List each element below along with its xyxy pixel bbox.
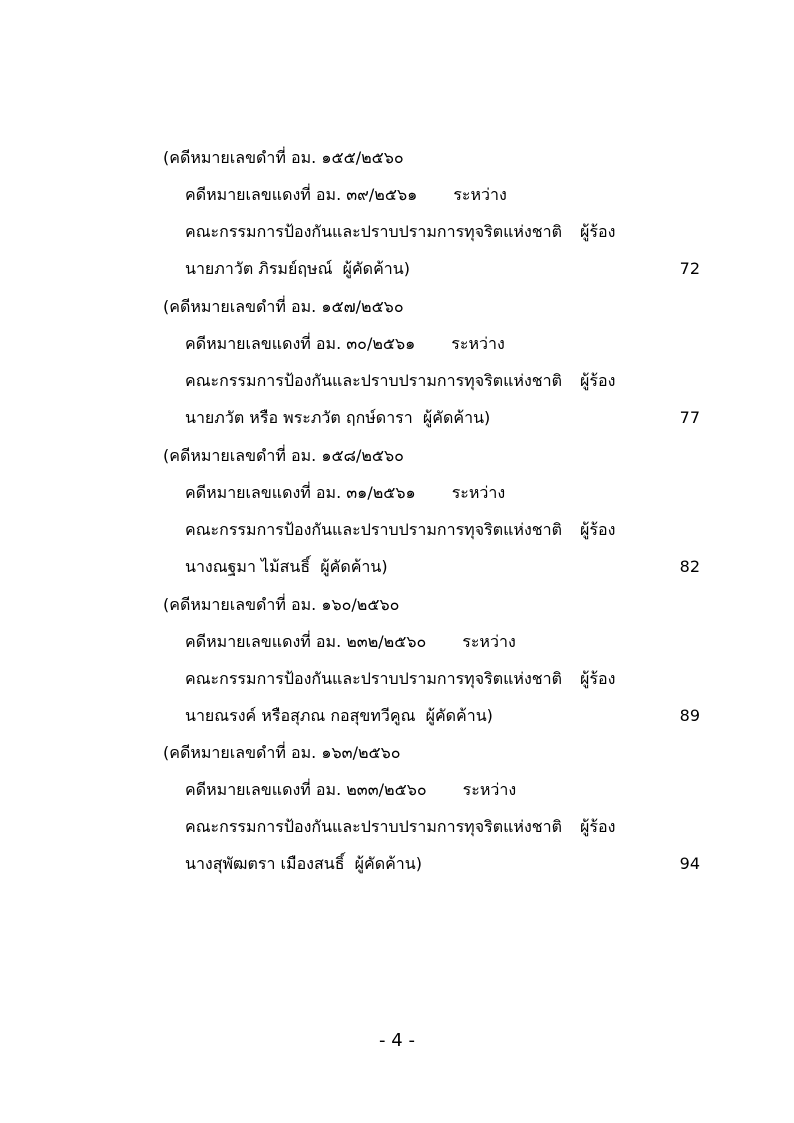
- black-case-number: (คดีหมายเลขดำที่ อม. ๑๖๐/๒๕๖๐: [163, 595, 400, 614]
- black-case-number: (คดีหมายเลขดำที่ อม. ๑๖๓/๒๕๖๐: [163, 743, 401, 762]
- plaintiff-name: คณะกรรมการป้องกันและปราบปรามการทุจริตแห่งชาติ: [185, 371, 562, 390]
- page-number: 89: [679, 706, 700, 725]
- defendant-line: นางณฐมา ไม้สนธิ์ ผู้คัดค้าน): [185, 557, 388, 576]
- between-label: ระหว่าง: [462, 780, 517, 799]
- plaintiff-name: คณะกรรมการป้องกันและปราบปรามการทุจริตแห่งชาติ: [185, 669, 562, 688]
- red-case-number: คดีหมายเลขแดงที่ อม. ๒๓๓/๒๕๖๐: [185, 780, 427, 799]
- defendant-line: นายภาวัต ภิรมย์ฤษณ์ ผู้คัดค้าน): [185, 259, 410, 278]
- plaintiff-line: [185, 519, 615, 541]
- red-case-line: [185, 482, 505, 504]
- plaintiff-role: ผู้ร้อง: [580, 817, 616, 836]
- between-label: ระหว่าง: [453, 185, 507, 204]
- black-case-number: (คดีหมายเลขดำที่ อม. ๑๕๕/๒๕๖๐: [163, 148, 404, 167]
- between-label: ระหว่าง: [462, 632, 516, 651]
- plaintiff-name: คณะกรรมการป้องกันและปราบปรามการทุจริตแห่งชาติ: [185, 222, 562, 241]
- defendant-line: นายณรงค์ หรือสุภณ กอสุขทวีคูณ ผู้คัดค้าน): [185, 706, 493, 725]
- defendant-line: นายภวัต หรือ พระภวัต ฤกษ์ดารา ผู้คัดค้าน): [185, 408, 491, 427]
- page-number: 94: [679, 854, 700, 873]
- page-number: 82: [679, 557, 700, 576]
- plaintiff-line: [185, 668, 615, 690]
- red-case-line: [185, 631, 516, 653]
- plaintiff-name: คณะกรรมการป้องกันและปราบปรามการทุจริตแห่งชาติ: [185, 520, 562, 539]
- page-number: 72: [679, 259, 700, 278]
- red-case-number: คดีหมายเลขแดงที่ อม. ๒๓๒/๒๕๖๐: [185, 632, 427, 651]
- toc-entry: [0, 742, 794, 891]
- toc-entry: [0, 594, 794, 743]
- red-case-number: คดีหมายเลขแดงที่ อม. ๓๑/๒๕๖๑: [185, 483, 416, 502]
- red-case-line: [185, 184, 507, 206]
- between-label: ระหว่าง: [451, 334, 505, 353]
- plaintiff-line: [185, 221, 615, 243]
- toc-entry: [0, 296, 794, 445]
- plaintiff-role: ผู้ร้อง: [580, 669, 616, 688]
- red-case-line: [185, 779, 516, 801]
- plaintiff-role: ผู้ร้อง: [580, 520, 616, 539]
- black-case-number: (คดีหมายเลขดำที่ อม. ๑๕๘/๒๕๖๐: [163, 446, 404, 465]
- red-case-line: [185, 333, 505, 355]
- plaintiff-line: [185, 816, 615, 838]
- plaintiff-role: ผู้ร้อง: [580, 371, 616, 390]
- footer-page-number: - 4 -: [379, 1030, 415, 1051]
- black-case-number: (คดีหมายเลขดำที่ อม. ๑๕๗/๒๕๖๐: [163, 297, 404, 316]
- plaintiff-role: ผู้ร้อง: [580, 222, 616, 241]
- page-number: 77: [679, 408, 700, 427]
- defendant-line: นางสุพัฒตรา เมืองสนธิ์ ผู้คัดค้าน): [185, 854, 422, 873]
- plaintiff-name: คณะกรรมการป้องกันและปราบปรามการทุจริตแห่งชาติ: [185, 817, 562, 836]
- plaintiff-line: [185, 370, 615, 392]
- toc-entry: [0, 147, 794, 296]
- toc-entry: [0, 445, 794, 594]
- between-label: ระหว่าง: [451, 483, 506, 502]
- red-case-number: คดีหมายเลขแดงที่ อม. ๓๙/๒๕๖๑: [185, 185, 418, 204]
- red-case-number: คดีหมายเลขแดงที่ อม. ๓๐/๒๕๖๑: [185, 334, 416, 353]
